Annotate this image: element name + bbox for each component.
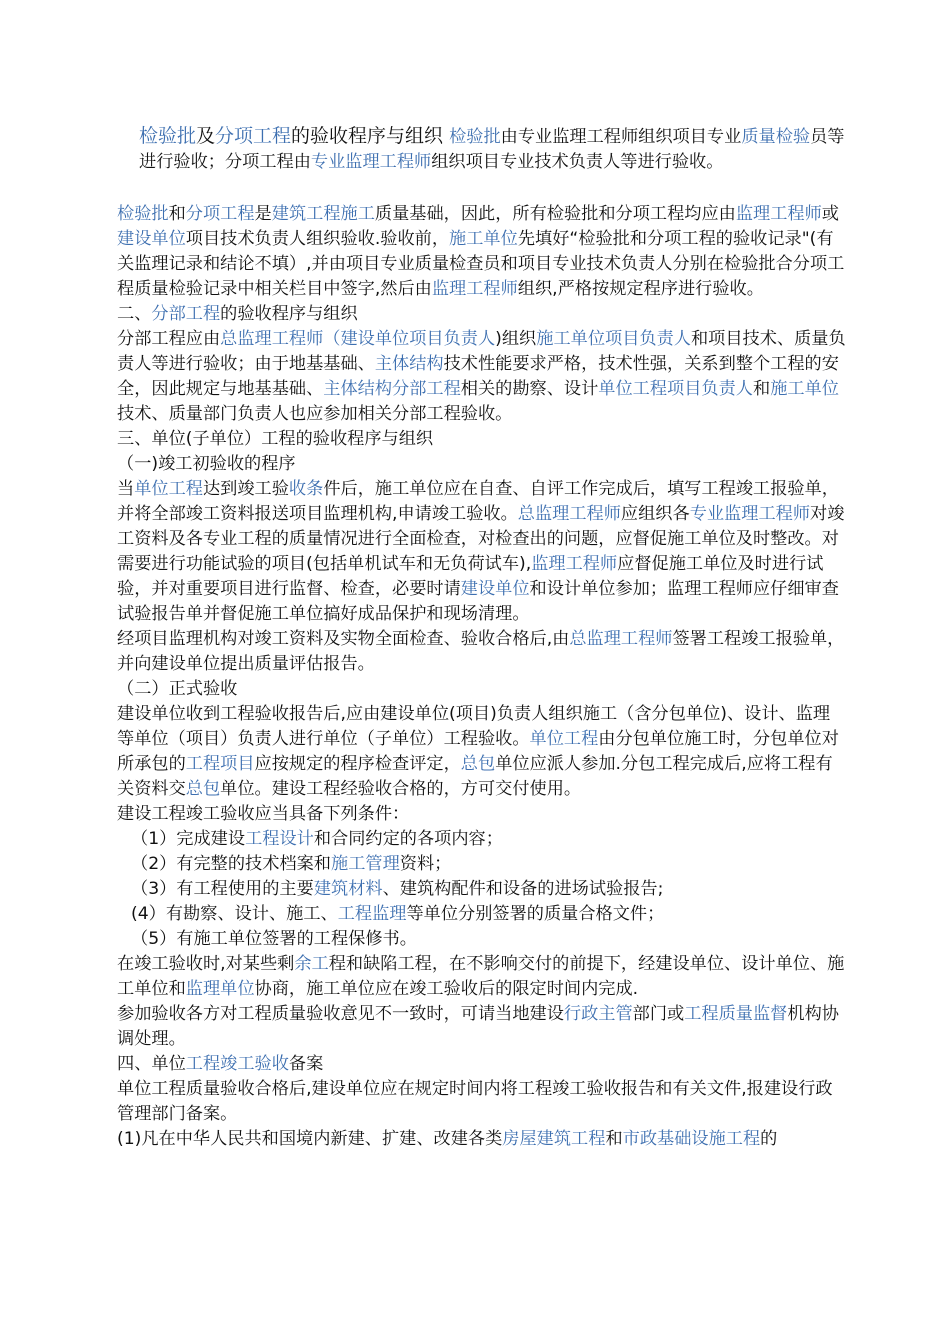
text-run: 由专业监理工程师组织项目专业 bbox=[500, 127, 742, 147]
hyperlink[interactable]: 施工单位 bbox=[449, 229, 518, 249]
hyperlink[interactable]: 专业监理工程师 bbox=[310, 152, 432, 172]
paragraph bbox=[117, 427, 847, 452]
hyperlink[interactable]: 监理工程师 bbox=[431, 279, 518, 299]
paragraph bbox=[117, 852, 847, 877]
hyperlink[interactable]: 施工单位 bbox=[770, 379, 839, 399]
hyperlink[interactable]: 工程监理 bbox=[337, 904, 407, 924]
document-body bbox=[117, 124, 847, 1152]
paragraph-gap bbox=[117, 175, 847, 202]
hyperlink[interactable]: 工程质量监督 bbox=[684, 1004, 788, 1024]
hyperlink[interactable]: 房屋建筑工程 bbox=[502, 1129, 606, 1149]
text-run: 四、单位 bbox=[117, 1054, 186, 1074]
hyperlink[interactable]: 建设单位 bbox=[460, 579, 530, 599]
paragraph bbox=[117, 1002, 847, 1052]
hyperlink[interactable]: 工程项目 bbox=[185, 754, 255, 774]
text-run: 组织,严格按规定程序进行验收。 bbox=[517, 279, 764, 299]
text-run: 的验收程序与组织 bbox=[291, 125, 450, 147]
hyperlink[interactable]: 监理单位 bbox=[185, 979, 255, 999]
hyperlink[interactable]: 分项工程 bbox=[185, 204, 255, 224]
hyperlink[interactable]: 质量检验 bbox=[741, 127, 811, 147]
hyperlink[interactable]: 检验批 bbox=[117, 204, 169, 224]
text-run: 应督促施工单位及时进行试验，并对重要项目进行监督、检查，必要时请 bbox=[117, 554, 824, 599]
text-run: 当 bbox=[117, 479, 135, 499]
text-run: 和 bbox=[168, 204, 186, 224]
hyperlink[interactable]: 市政基础设施工程 bbox=[622, 1129, 761, 1149]
text-run: 件后，施工单位应在自查、自评工作完成后，填写工程竣工报验单，并将全部竣工资料报送项目监理机构,申请竣工验收。 bbox=[117, 479, 839, 524]
text-run: 和 bbox=[605, 1129, 623, 1149]
paragraph bbox=[117, 1077, 847, 1127]
text-run: （2）有完整的技术档案和 bbox=[131, 854, 331, 874]
hyperlink[interactable]: 主体结构分部工程 bbox=[323, 379, 461, 399]
paragraph bbox=[117, 952, 847, 1002]
hyperlink[interactable]: 单位工程 bbox=[134, 479, 203, 499]
text-run: （3）有工程使用的主要 bbox=[131, 879, 314, 899]
text-run: 先填好“检验批和分项工程的验收记录"(有关监理记录和结论不填）,并由项目专业质量检查员和项目专业技术负责人分别在检验批合分项工程质量检验记录中相关栏目中签字,然后由 bbox=[117, 229, 845, 299]
paragraph bbox=[117, 677, 847, 702]
text-run: 达到竣工验 bbox=[202, 479, 289, 499]
text-run: 资料； bbox=[399, 854, 452, 874]
hyperlink[interactable]: 单位工程 bbox=[529, 729, 599, 749]
hyperlink[interactable]: 总包 bbox=[185, 779, 221, 799]
text-run: 程和缺陷工程，在不影响交付的前提下，经建设单位、设计单位、施工单位和 bbox=[117, 954, 845, 999]
text-run: 二、 bbox=[117, 304, 152, 324]
hyperlink[interactable]: 建设单位 bbox=[117, 229, 186, 249]
text-run: 或 bbox=[821, 204, 839, 224]
hyperlink[interactable]: 工程竣工验收 bbox=[185, 1054, 289, 1074]
text-run: （一)竣工初验收的程序 bbox=[117, 454, 296, 474]
hyperlink[interactable]: 总监理工程师 bbox=[517, 504, 621, 524]
paragraph bbox=[117, 452, 847, 477]
paragraph bbox=[117, 702, 847, 802]
hyperlink[interactable]: 监理工程师 bbox=[735, 204, 822, 224]
text-run: 三、单位(子单位）工程的验收程序与组织 bbox=[117, 429, 434, 449]
text-run: 和 bbox=[753, 379, 771, 399]
text-run: 单位工程质量验收合格后,建设单位应在规定时间内将工程竣工验收报告和有关文件,报建设行政管理部门备案。 bbox=[117, 1079, 833, 1124]
text-run: 、建筑构配件和设备的进场试验报告; bbox=[382, 879, 664, 899]
text-run: 单位。建设工程经验收合格的，方可交付使用。 bbox=[220, 779, 582, 799]
text-run: 员等进行验收；分项工程由 bbox=[139, 127, 845, 172]
hyperlink[interactable]: 检验批 bbox=[449, 127, 501, 147]
text-run: 组织项目专业技术负责人等进行验收。 bbox=[431, 152, 724, 172]
text-run: 由分包单位施工时，分包单位对所承包的 bbox=[117, 729, 839, 774]
hyperlink[interactable]: 建筑工程施工 bbox=[271, 204, 375, 224]
hyperlink[interactable]: 工程设计 bbox=[245, 829, 314, 849]
paragraph bbox=[117, 802, 847, 827]
text-run: 建设单位收到工程验收报告后,应由建设单位(项目)负责人组织施工（含分包单位)、设计、监理等单位（项目）负责人进行单位（子单位）工程验收。 bbox=[117, 704, 831, 749]
paragraph bbox=[117, 477, 847, 627]
paragraph bbox=[117, 827, 847, 852]
hyperlink[interactable]: 总监理工程师 bbox=[569, 629, 673, 649]
hyperlink[interactable]: 施工单位项目负责人 bbox=[536, 329, 691, 349]
hyperlink[interactable]: 总监理工程师（建设单位项目负责人 bbox=[220, 329, 496, 349]
text-run: （二）正式验收 bbox=[117, 679, 238, 699]
hyperlink[interactable]: 行政主管 bbox=[563, 1004, 633, 1024]
paragraph bbox=[117, 124, 847, 175]
text-run: 等单位分别签署的质量合格文件； bbox=[406, 904, 665, 924]
hyperlink[interactable]: 专业监理工程师 bbox=[689, 504, 811, 524]
text-run: 分部工程应由 bbox=[117, 329, 221, 349]
text-run: 和合同约定的各项内容； bbox=[313, 829, 503, 849]
hyperlink[interactable]: 单位工程项目负责人 bbox=[598, 379, 753, 399]
text-run: 技术性能要求严格，技术性强，关系到整个工程的安全，因此规定与地基基础、 bbox=[117, 354, 839, 399]
hyperlink[interactable]: 收条 bbox=[288, 479, 324, 499]
hyperlink[interactable]: 建筑材料 bbox=[313, 879, 383, 899]
hyperlink[interactable]: 主体结构 bbox=[374, 354, 444, 374]
paragraph bbox=[117, 927, 847, 952]
text-run: 对竣工资料及各专业工程的质量情况进行全面检查，对检查出的问题，应督促施工单位及时整改。对需要进行功能试验的项目(包括单机试车和无负荷试车), bbox=[117, 504, 845, 574]
text-run: 及 bbox=[196, 125, 216, 147]
text-run: 机构协调处理。 bbox=[117, 1004, 839, 1049]
text-run: 协商，施工单位应在竣工验收后的限定时间内完成. bbox=[254, 979, 639, 999]
text-run: )组织 bbox=[495, 329, 537, 349]
text-run: 的 bbox=[760, 1129, 778, 1149]
text-run: 参加验收各方对工程质量验收意见不一致时，可请当地建设 bbox=[117, 1004, 564, 1024]
text-run: (1)凡在中华人民共和国境内新建、扩建、改建各类 bbox=[117, 1129, 503, 1149]
text-run: （1）完成建设 bbox=[131, 829, 246, 849]
paragraph bbox=[117, 877, 847, 902]
text-run: 在竣工验收时,对某些剩 bbox=[117, 954, 295, 974]
hyperlink[interactable]: 检验批 bbox=[139, 125, 197, 147]
text-run: 经项目监理机构对竣工资料及实物全面检查、验收合格后,由 bbox=[117, 629, 570, 649]
hyperlink[interactable]: 分项工程 bbox=[215, 125, 292, 147]
text-run: 和项目技术、质量负责人等进行验收；由于地基基础、 bbox=[117, 329, 846, 374]
paragraph bbox=[117, 327, 847, 427]
text-run: 技术、质量部门负责人也应参加相关分部工程验收。 bbox=[117, 404, 513, 424]
text-run: 项目技术负责人组织验收.验收前， bbox=[185, 229, 450, 249]
text-run: 质量基础，因此，所有检验批和分项工程均应由 bbox=[374, 204, 736, 224]
text-run: 应按规定的程序检查评定， bbox=[254, 754, 461, 774]
paragraph bbox=[117, 302, 847, 327]
text-run: 相关的勘察、设计 bbox=[460, 379, 599, 399]
text-run: (4）有勘察、设计、施工、 bbox=[131, 904, 338, 924]
text-run: 备案 bbox=[288, 1054, 324, 1074]
text-run: 是 bbox=[254, 204, 272, 224]
hyperlink[interactable]: 施工管理 bbox=[331, 854, 400, 874]
paragraph bbox=[117, 627, 847, 677]
hyperlink[interactable]: 监理工程师 bbox=[531, 554, 618, 574]
hyperlink[interactable]: 分部工程 bbox=[151, 304, 221, 324]
text-run: （5）有施工单位签署的工程保修书。 bbox=[131, 929, 417, 949]
text-run: 部门或 bbox=[632, 1004, 685, 1024]
paragraph bbox=[117, 202, 847, 302]
paragraph bbox=[117, 1127, 847, 1152]
text-run: 签署工程竣工报验单，并向建设单位提出质量评估报告。 bbox=[117, 629, 845, 674]
hyperlink[interactable]: 余工 bbox=[294, 954, 329, 974]
text-run: 的验收程序与组织 bbox=[220, 304, 358, 324]
hyperlink[interactable]: 总包 bbox=[460, 754, 496, 774]
text-run: 和设计单位参加；监理工程师应仔细审查试验报告单并督促施工单位搞好成品保护和现场清理。 bbox=[117, 579, 839, 624]
text-run: 建设工程竣工验收应当具备下列条件： bbox=[117, 804, 410, 824]
text-run: 单位应派人参加.分包工程完成后,应将工程有关资料交 bbox=[117, 754, 833, 799]
text-run: 应组织各 bbox=[620, 504, 690, 524]
paragraph bbox=[117, 1052, 847, 1077]
paragraph bbox=[117, 902, 847, 927]
